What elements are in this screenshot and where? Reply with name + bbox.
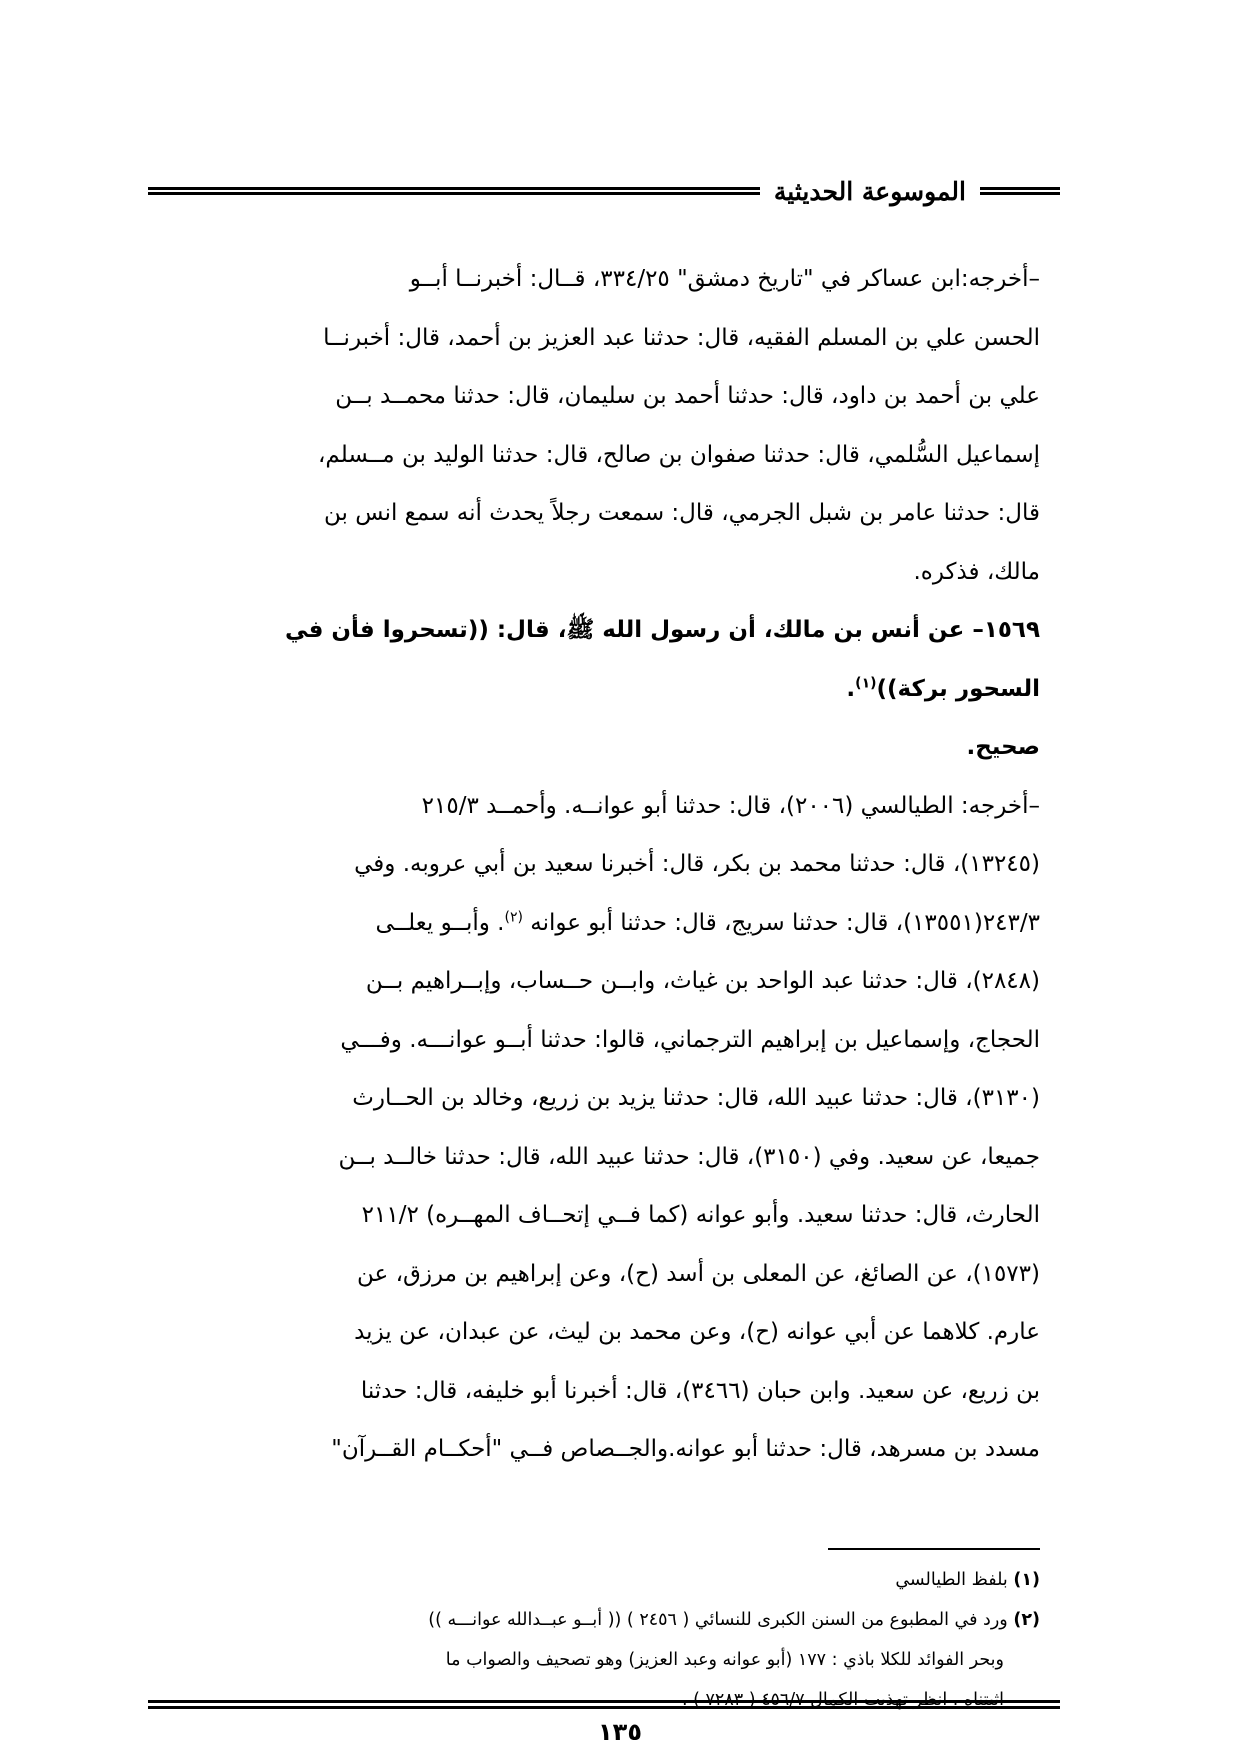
footnote-number: (٢) [1013, 1610, 1040, 1630]
takhrij-line: عارم. كلاهما عن أبي عوانه (ح)، وعن محمد بن ليث، عن عبدان، عن يزيد [354, 1319, 1040, 1345]
takhrij-line: (١٥٧٣)، عن الصائغ، عن المعلى بن أسد (ح)، وعن إبراهيم بن مرزق، عن [357, 1260, 1040, 1287]
text-line: إسماعيل السُّلمي، قال: حدثنا صفوان بن صالح، قال: حدثنا الوليد بن مــسلم، [317, 441, 1040, 468]
takhrij-line-part: ٢٤٣/٣(١٣٥٥١)، قال: حدثنا سريج، قال: حدثنا أبو عوانه [522, 909, 1040, 936]
main-text [210, 250, 1040, 1479]
footnote-number: (١) [1013, 1570, 1040, 1590]
takhrij-line: (٣١٣٠)، قال: حدثنا عبيد الله، قال: حدثنا يزيد بن زريع، وخالد بن الحــارث [352, 1085, 1040, 1111]
header-rule-left [148, 187, 760, 195]
footnote-text: بلفظ الطيالسي [895, 1570, 1008, 1590]
takhrij-line-part: . وأبــو يعلــى [375, 909, 505, 936]
takhrij-line: –أخرجه: الطيالسي (٢٠٠٦)، قال: حدثنا أبو عوانــه. وأحمــد ٢١٥/٣ [421, 792, 1040, 819]
footnotes [210, 1560, 1040, 1720]
takhrij-line: مسدد بن مسرهد، قال: حدثنا أبو عوانه.والجــصاص فــي "أحكــام القــرآن" [331, 1436, 1040, 1462]
hadith-text-line [210, 660, 1040, 719]
takhrij-line: (٢٨٤٨)، قال: حدثنا عبد الواحد بن غياث، وابــن حــساب، وإبــراهيم بــن [365, 968, 1040, 994]
page-number: ١٣٥ [598, 1718, 642, 1746]
takhrij-line [210, 894, 1040, 953]
running-header [148, 172, 1060, 210]
text-line: علي بن أحمد بن داود، قال: حدثنا أحمد بن سليمان، قال: حدثنا محمــد بــن [335, 383, 1040, 409]
takhrij-line: بن زريع، عن سعيد. وابن حبان (٣٤٦٦)، قال: أخبرنا أبو خليفه، قال: حدثنا [360, 1377, 1040, 1404]
bottom-rule [148, 1700, 1060, 1709]
footnote-text: ورد في المطبوع من السنن الكبرى للنسائي ( ٢٤٥٦ ) (( أبــو عبــدالله عوانـــه )) [428, 1610, 1008, 1630]
footnote-reference-1: (١) [855, 674, 877, 691]
footnote-2 [210, 1600, 1040, 1640]
text-line: –أخرجه:ابن عساكر في "تاريخ دمشق" ٣٣٤/٢٥، قــال: أخبرنــا أبــو [409, 266, 1040, 292]
takhrij-line: الحجاج، وإسماعيل بن إبراهيم الترجماني، قالوا: حدثنا أبــو عوانـــه. وفـــي [340, 1026, 1040, 1053]
header-title: الموسوعة الحديثية [773, 176, 966, 206]
hadith-grade: صحيح. [966, 734, 1040, 760]
takhrij-line: (١٣٢٤٥)، قال: حدثنا محمد بن بكر، قال: أخبرنا سعيد بن أبي عروبه. وفي [354, 851, 1040, 877]
text-line: مالك، فذكره. [913, 558, 1040, 585]
header-rule-right [980, 187, 1060, 195]
hadith-text-line: ١٥٦٩– عن أنس بن مالك، أن رسول الله ﷺ، قال: ((تسحروا فأن في [285, 617, 1040, 643]
footnote-separator [828, 1548, 1040, 1550]
text-line: الحسن علي بن المسلم الفقيه، قال: حدثنا عبد العزيز بن أحمد، قال: أخبرنــا [323, 324, 1040, 351]
footnote-2-continued: وبحر الفوائد للكلا باذي : ١٧٧ (أبو عوانه وعبد العزيز) وهو تصحيف والصواب ما [445, 1650, 1004, 1670]
footnote-1 [210, 1560, 1040, 1600]
text-line: قال: حدثنا عامر بن شبل الجرمي، قال: سمعت رجلاً يحدث أنه سمع انس بن [324, 500, 1040, 526]
footnote-reference-2: (٢) [504, 908, 523, 925]
takhrij-line: الحارث، قال: حدثنا سعيد. وأبو عوانه (كما فــي إتحــاف المهــره) ٢١١/٢ [361, 1202, 1040, 1228]
takhrij-line: جميعا، عن سعيد. وفي (٣١٥٠)، قال: حدثنا عبيد الله، قال: حدثنا خالــد بــن [338, 1143, 1040, 1170]
footnote-2-continued: اثبتناه . انظر تهذيب الكمال ٤٥٦/٧ ( ٧٢٨٣ ) . [682, 1690, 1004, 1710]
hadith-period: . [846, 675, 856, 702]
hadith-text-end: السحور بركة)) [876, 675, 1040, 702]
